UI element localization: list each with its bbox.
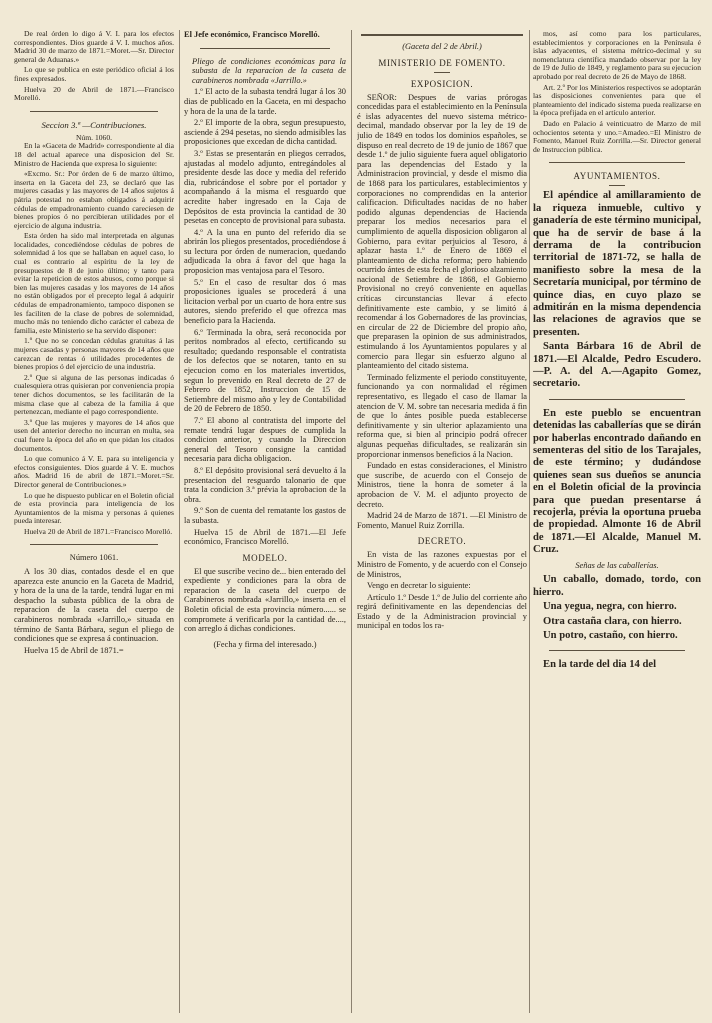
paragraph: Artículo 1.º Desde 1.º de Julio del corriente año regirá definitivamente en las dependencias del Estado y de la Administracion provincial y municipal en todos los ra- (357, 592, 527, 631)
paragraph: En la tarde del dia 14 del (543, 659, 657, 671)
paragraph: 1.º Que no se concedan cédulas gratuitas á las mujeres casadas y personas mayores de 14 años que carezcan de rentas ó utilidades procedentes de bienes propios ó del ejercicio de una industria. (14, 336, 174, 372)
paragraph: Lo que he dispuesto publicar en el Boletin oficial de esta provincia para inteligencia de los Ayuntamientos de la misma y personas á quienes pueda interesar. (14, 490, 174, 526)
paragraph: El apéndice al amillaramiento de la riqueza inmueble, cultivo y ganadería de este término municipal, que ha de servir de base á la derrama de la contribucion territorial de 1871-72, se halla de manifiesto sobre la mesa de la Secretaría municipal, por término de quince dias, en cuyo plazo se admitirán en la misma dependencia las relaciones de agravios que se presenten. (533, 190, 701, 338)
paragraph: Vengo en decretar lo siguiente: (367, 581, 471, 591)
source-note: (Gaceta del 2 de Abril.) (402, 42, 482, 51)
paragraph: En vista de las razones expuestas por el Ministro de Fomento, y de acuerdo con el Consejo de Ministros, (357, 550, 527, 579)
list-item: Una yegua, negra, con hierro. (543, 601, 677, 613)
list-item: Otra castaña clara, con hierro. (543, 615, 682, 627)
signature-line: Huelva 15 de Abril de 1871.—El Jefe económico, Francisco Morelló. (184, 527, 346, 547)
paragraph: 6.º Terminada la obra, será reconocida por peritos nombrados al efecto, certificando su resultado; quedando responsable el contratista de los defectos que se notaren, tanto en su ejecucion como en los materiales invertidos, segun lo prevenido en Real decreto de 27 de Febrero de 1852, Instruccion de 15 de Setiembre del mismo año y ley de Contabilidad de 20 de Febrero de 1850. (184, 327, 346, 414)
paragraph: Terminado felizmente el periodo constituyente, funcionando ya con normalidad el régimen representativo, es llegado el caso de llamar la atencion de V. M. sobre tan necesaria medida á fin de que lo ántes posible pueda establecerse definitivamente y sin ulterior aplazamiento una reforma que, si bien al principio podrá ofrecer algunas pequeñas dificultades, se realizarán sin proporcionar inmensos beneficios á la Nacion. (357, 372, 527, 459)
column-1 (14, 30, 174, 657)
dash (609, 185, 625, 186)
paragraph: 8.º El depósito provisional será devuelto á la presentacion del resguardo talonario de que trata la condicion 3.ª prévia la aprobacion de la obra. (184, 465, 346, 504)
paragraph: Esta órden ha sido mal interpretada en algunas localidades, concediéndose cédulas de pobres de solemnidad á los que se hallaban en aquel caso, lo cual es contrario al espíritu de la ley de presupuestos de 8 de junio último; y tanto para evitar la repeticion de estos abusos, como porque si bien las mujeres casadas y los mayores de 14 años no están obligados por el precepto legal á adquirir cédulas de empadronamiento, tampoco disponen se les faciliten de la clase de pobres de solemnidad, mucho más no teniendo dicho carácter el cabeza de familia, este Ministerio se ha servido disponer: (14, 231, 174, 335)
column-4 (533, 30, 701, 674)
paragraph: mos, así como para los particulares, establecimientos y corporaciones en la Península é islas adyacentes, el sistema métrico-decimal y su nomenclatura científica mandado observar por la ley de 19 de Julio de 1849, y reglamento para su ejecucion aprobado por real decreto de 26 de Mayo de 1868. (533, 30, 701, 81)
list-item: Un potro, castaño, con hierro. (543, 629, 678, 641)
signature-line: Huelva 20 de Abril de 1871.—Francisco Morelló. (14, 84, 174, 103)
paragraph: 2.º El importe de la obra, segun presupuesto, asciende á 294 pesetas, no siendo admisibles las proposiciones que excedan de dicha cantidad. (184, 118, 346, 147)
signature-placeholder: (Fecha y firma del interesado.) (213, 639, 317, 649)
paragraph: Lo que se publica en este periódico oficial á los fines expresados. (14, 65, 174, 83)
paragraph: A los 30 dias, contados desde el en que aparezca este anuncio en la Gaceta de Madrid, y hora de la una de la tarde, tendrá lugar en mi despacho la subasta pública de la obra de reparacion de la caseta del cuerpo de carabineros nombrada «Jarrillo,» situada en término de Santa Bárbara, segun el pliego de condiciones que se expresa á continuacion. (14, 567, 174, 644)
paragraph: En la «Gaceta de Madrid» correspondiente al dia 18 del actual aparece una disposicion del Sr. Ministro de Hacienda que expresa lo siguiente: (14, 141, 174, 168)
divider (200, 48, 330, 49)
section-heading: MODELO. (242, 552, 288, 563)
paragraph: «Excmo. Sr.: Por órden de 6 de marzo último, inserta en la Gaceta del 23, se declaró que las mujeres casadas y las mayores de 14 años sujetos á pátria potestad no estaban obligados á adquirir cédulas de empadronamiento cuando careciesen de bienes propios ó no percibieran utilidades por el ejercicio de alguna industria. (14, 169, 174, 230)
dash (434, 72, 450, 73)
divider (361, 34, 523, 36)
section-heading: EXPOSICION. (410, 78, 474, 89)
column-divider (179, 30, 180, 1013)
divider (30, 111, 158, 112)
paragraph: 3.º Estas se presentarán en pliegos cerrados, ajustadas al modelo adjunto, entregándoles al presidente desde las doce y media del referido dia, rubricándose el sobre por el portador y acompañando á la misma el resguardo que acredite haber ingresado en la Caja de Depósitos de esta provincia la cantidad de 30 pesetas en concepto de provisional para subasta. (184, 148, 346, 226)
divider (549, 650, 685, 651)
signature-line: El Jefe económico, Francisco Morelló. (184, 30, 320, 39)
paragraph: Art. 2.º Por los Ministerios respectivos se adoptarán las disposiciones convenientes para que el planteamiento del indicado sistema pueda realizarse en la época prefijada en el artículo anterior. (533, 82, 701, 118)
paragraph: Fundado en estas consideraciones, el Ministro que suscribe, de acuerdo con el Consejo de Ministros, tiene la honra de someter á la aprobacion de V. M. el adjunto proyecto de decreto. (357, 461, 527, 509)
document-title: Pliego de condiciones económicas para la subasta de la reparacion de la caseta de carabineros nombrada «Jarrillo.» (192, 56, 346, 85)
section-heading: Seccion 3.ª —Contribuciones. (41, 119, 147, 130)
notice-number: Número 1061. (69, 553, 119, 563)
divider (549, 399, 685, 400)
paragraph: 2.º Que si alguna de las personas indicadas ó cualesquiera otras quisieran por conveniencia propia tener dichos documentos, se les facilitarán de la misma clase que al cabeza de la familia á que pertenezcan, mediante el pago correspondiente. (14, 372, 174, 417)
paragraph: SEÑOR: Despues de varias prórogas concedidas para el establecimiento en la Península é islas adyacentes del nuevo sistema métrico-decimal, mandado observar por la ley de 19 de julio de 1849 en todos los dominios españoles, se dispuso en real decreto de 19 de junio de 1867 que desde 1.º de julio siguiente fuera aquel obligatorio para las dependencias del Estado y la Administracion provincial, y desde el mismo dia de 1868 para los particulares, establecimientos y corporaciones no comprendidas en la anterior calificacion. Dificultades nacidas de no haber podido algunas dependencias de Hacienda preparar los medios necesarios para el cumplimiento de aquella disposicion obligaron al Gobierno, para evitar perjuicios al Tesoro, á aplazar hasta 1.º de Enero de 1869 el planteamiento de dicha reforma; pero habiendo ocurrido ántes de esta fecha el glorioso alzamiento nacional de Setiembre de 1868, el Gobierno Provisional no creyó conveniente en aquellas críticas circunstancias llevar á efecto definitivamente este cambio, y se limitó á recomendar á los Gobernadores de las provincias, en circular de 22 de Diciembre del propio año, que preparasen la opinion de sus administrados, estimulando á los Ayuntamientos populares y al comercio para llegar sin esfuerzo alguno al planteamiento del citado sistema. (357, 92, 527, 371)
paragraph: Lo que comunico á V. E. para su inteligencia y efectos consiguientes. Dios guarde á V. E. muchos años. Madrid 16 de abril de 1871.=Moret.=Sr. Director general de Contribuciones.» (14, 454, 174, 489)
signature-line: Madrid 24 de Marzo de 1871. —El Ministro de Fomento, Manuel Ruiz Zorrilla. (357, 511, 527, 530)
column-divider (351, 30, 352, 1013)
paragraph: Dado en Palacio á veinticuatro de Marzo de mil ochocientos setenta y uno.=Amadeo.=El Ministro de Fomento, Manuel Ruiz Zorrilla.—Sr. Director general de Instruccion pública. (533, 118, 701, 154)
paragraph: 1.º El acto de la subasta tendrá lugar á los 30 dias de publicado en la Gaceta, en mi despacho y hora de la una de la tarde. (184, 87, 346, 116)
notice-number: Núm. 1060. (75, 132, 113, 142)
column-2 (184, 30, 346, 651)
section-heading: DECRETO. (417, 536, 467, 547)
paragraph: De real órden lo digo á V. I. para los efectos correspondientes. Dios guarde á V. I. muchos años. Madrid 30 de marzo de 1871.=Moret.—Sr. Director general de Aduanas.» (14, 30, 174, 64)
section-heading: AYUNTAMIENTOS. (573, 171, 661, 182)
ministry-heading: MINISTERIO DE FOMENTO. (378, 57, 506, 68)
paragraph: 5.º En el caso de resultar dos ó mas proposiciones iguales se procederá á una licitacion verbal por un cuarto de hora entre sus autores, siendo preferido el que ofrezca mas beneficio para la Hacienda. (184, 277, 346, 326)
signature-line: Huelva 15 de Abril de 1871.= (24, 645, 124, 655)
paragraph: 9.º Son de cuenta del rematante los gastos de la subasta. (184, 506, 346, 525)
signature-line: Santa Bárbara 16 de Abril de 1871.—El Alcalde, Pedro Escudero.—P. A. del A.—Agapito Gomez, secretario. (533, 341, 701, 390)
paragraph: 7.º El abono al contratista del importe del remate tendrá lugar despues de cumplida la condicion anterior, y cuando la Direccion general del Tesoro consigne la cantidad necesaria para dicha obligacion. (184, 415, 346, 464)
paragraph: El que suscribe vecino de... bien enterado del expediente y condiciones para la obra de reparacion de la caseta del cuerpo de Carabineros nombrada «Jarrillo,» inserta en el Boletin oficial de esta provincia número...... se compromete á verificarla por la cantidad de...., con arreglo á dichas condiciones. (184, 566, 346, 634)
paragraph: 4.º A la una en punto del referido dia se abrirán los pliegos presentados, procediéndose á su lectura por órden de numeracion, quedando adjudicada la obra á favor del que haga la proposicion mas ventajosa para el Tesoro. (184, 227, 346, 276)
paragraph: En este pueblo se encuentran detenidas las caballerías que se dirán por haberlas encontrado dañando en sementeras del sitio de los Tarajales, de este término; y dudándose quienes sean sus dueños se anuncia en el Boletin oficial de la provincia para que puedan presentarse á recojerla, prévia la oportuna prueba de propiedad. Almonte 16 de Abril de 1871.—El Alcalde, Manuel M. Cruz. (533, 407, 701, 556)
subheading: Señas de las caballerías. (575, 560, 659, 570)
signature-line: Huelva 20 de Abril de 1871.=Francisco Morelló. (24, 526, 173, 536)
column-3 (357, 30, 527, 633)
divider (549, 162, 685, 163)
paragraph: 3.º Que las mujeres y mayores de 14 años que usen del anterior derecho no incurran en multa, sea cual fuere la época del año en que pidan los citados documentos. (14, 417, 174, 453)
divider (30, 544, 158, 545)
column-divider (529, 30, 530, 1013)
list-item: Un caballo, domado, tordo, con hierro. (533, 574, 701, 598)
